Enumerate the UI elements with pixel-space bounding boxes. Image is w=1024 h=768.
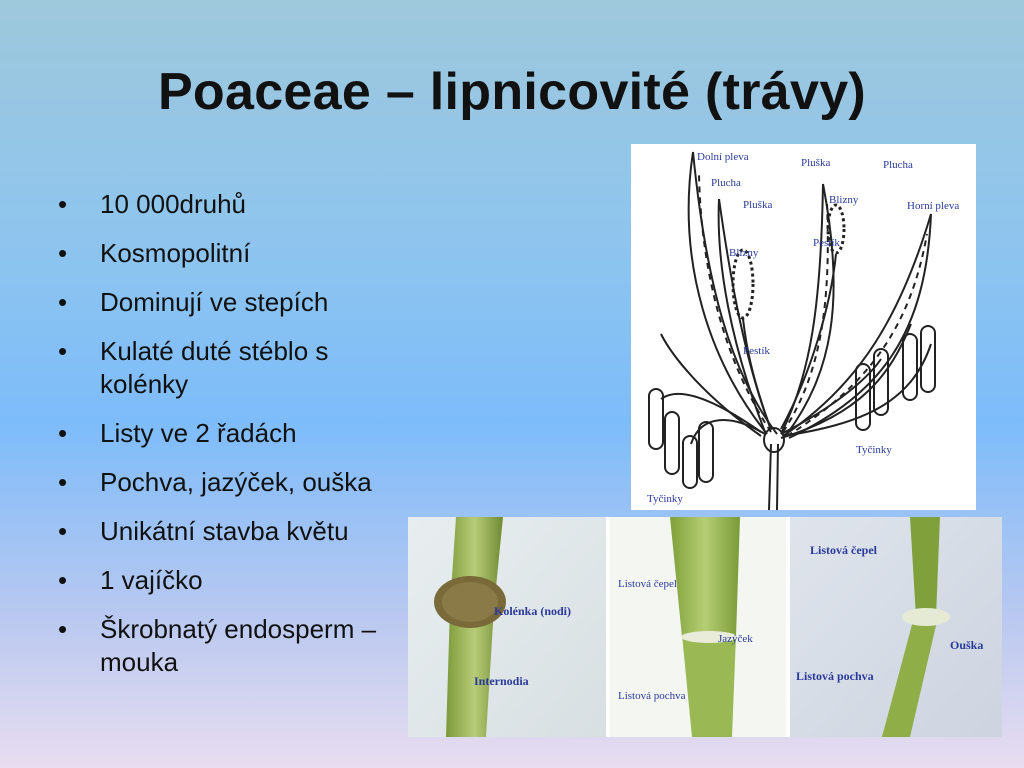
label-dolni-pleva: Dolní pleva	[697, 151, 749, 163]
bullet-item: • Pochva, jazýček, ouška	[58, 466, 418, 499]
label-tycinky-left: Tyčinky	[647, 493, 683, 505]
label-tycinky-right: Tyčinky	[856, 444, 892, 456]
label-kolenka: Kolénka (nodi)	[494, 604, 572, 618]
label-ouska: Ouška	[950, 638, 984, 652]
label-pestik-top: Pestík	[813, 237, 840, 249]
label-plucha-right: Plucha	[883, 159, 913, 171]
photo-node	[408, 517, 606, 737]
label-blizny-right: Blizny	[829, 194, 859, 206]
bullet-list	[58, 188, 418, 695]
label-cepel-3: Listová čepel	[810, 543, 877, 557]
grass-flower-diagram	[631, 144, 976, 510]
bullet-item: • Dominují ve stepích	[58, 286, 418, 319]
bullet-item: • 1 vajíčko	[58, 564, 418, 597]
bullet-item: • Kulaté duté stéblo s kolénky	[58, 335, 418, 401]
bullet-item: • 10 000druhů	[58, 188, 418, 221]
bullet-item: • Listy ve 2 řadách	[58, 417, 418, 450]
label-pluska-left: Pluška	[743, 199, 773, 211]
label-plucha-left: Plucha	[711, 177, 741, 189]
label-pestik-center: Pestík	[743, 345, 770, 357]
label-blizny-left: Blizny	[729, 247, 759, 259]
bullet-item: • Kosmopolitní	[58, 237, 418, 270]
bullet-item: • Škrobnatý endosperm – mouka	[58, 613, 418, 679]
bullet-item: • Unikátní stavba květu	[58, 515, 418, 548]
photo-ligule	[610, 517, 786, 737]
photo-auricles	[790, 517, 1002, 737]
label-pluska-top: Pluška	[801, 157, 831, 169]
stem-photos	[408, 517, 1002, 737]
label-jazycek: Jazýček	[718, 633, 753, 645]
label-pochva-2: Listová pochva	[618, 690, 686, 702]
label-cepel-2: Listová čepel	[618, 578, 677, 590]
label-internodia: Internodia	[474, 674, 529, 688]
flower-diagram-drawing	[631, 144, 976, 510]
label-horni-pleva: Horní pleva	[907, 200, 960, 212]
label-pochva-3: Listová pochva	[796, 669, 874, 683]
slide-title: Poaceae – lipnicovité (trávy)	[157, 63, 867, 121]
